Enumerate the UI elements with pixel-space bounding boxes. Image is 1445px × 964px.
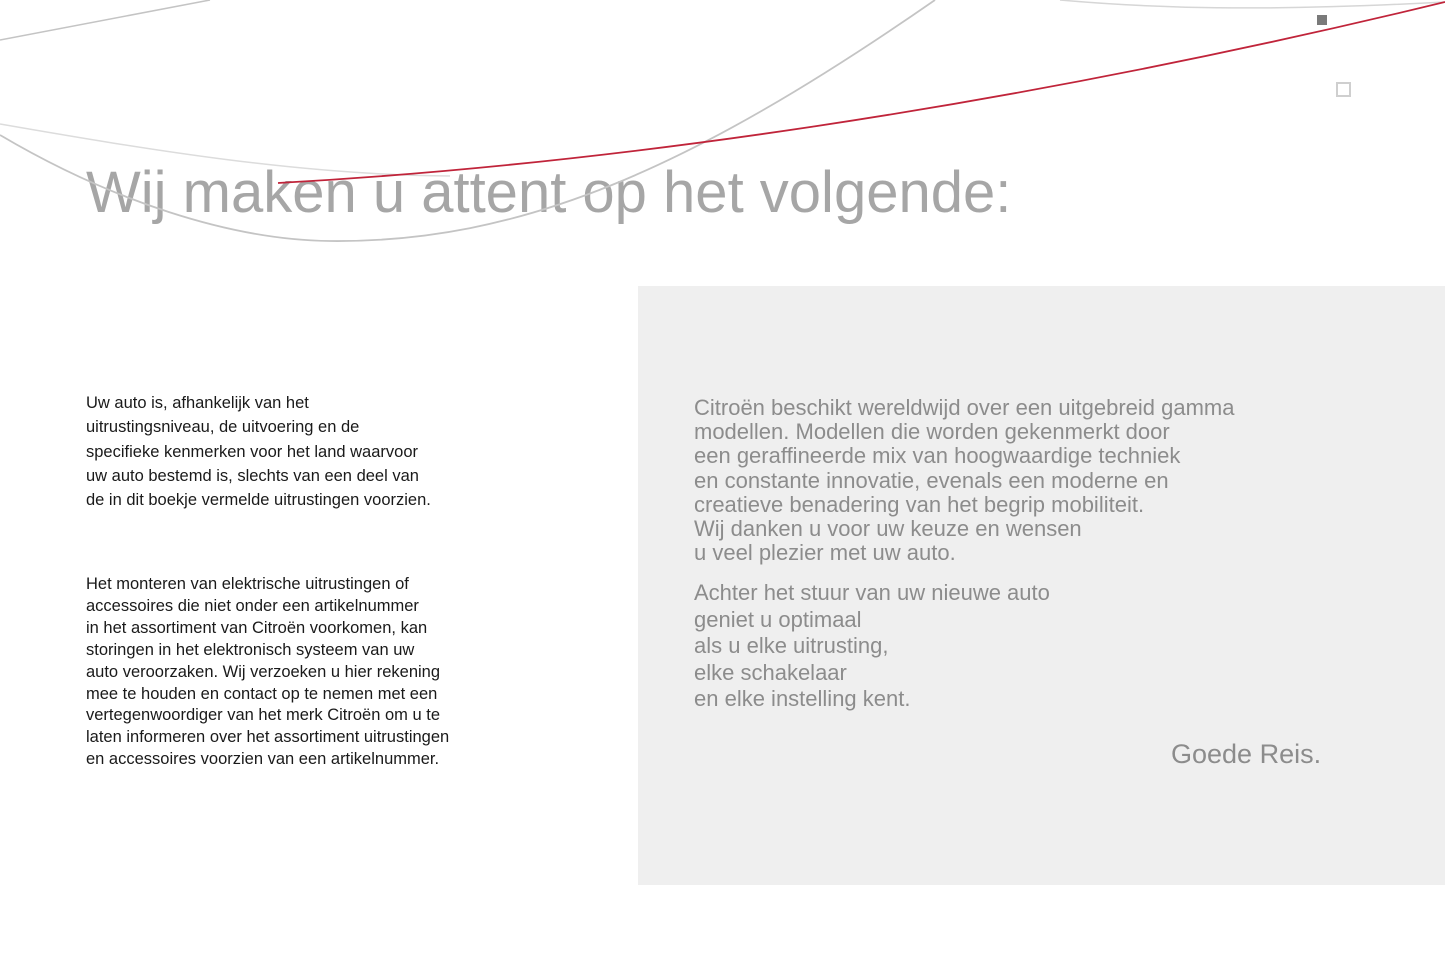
red-accent-line xyxy=(278,2,1445,183)
driving-tip-paragraph: Achter het stuur van uw nieuwe auto geniet u optimaal als u elke uitrusting, elke schakelaar en elke instelling kent. xyxy=(694,580,1050,711)
closing-greeting: Goede Reis. xyxy=(1171,739,1322,769)
equipment-notice-paragraph: Uw auto is, afhankelijk van het uitrustingsniveau, de uitvoering en de specifieke kenmerken voor het land waarvoor uw auto bestemd is, slechts van een deel van de in dit boekje vermelde uitrustingen voorzien. xyxy=(86,394,431,510)
grey-swoosh-top-left xyxy=(0,0,210,40)
grey-swoosh-top-right xyxy=(1060,0,1445,8)
page-marker-filled-square xyxy=(1317,15,1327,25)
accessories-warning-paragraph: Het monteren van elektrische uitrustingen of accessoires die niet onder een artikelnummer in het assortiment van Citroën voorkomen, kan storingen in het elektronisch systeem van uw auto veroorzaken. Wij verzoeken u hier rekening mee te houden en contact op te nemen met een vertegenwoordiger van het merk Citroën om u te laten informeren over het assortiment uitrustingen en accessoires voorzien van een artikelnummer. xyxy=(86,575,450,769)
brand-intro-paragraph: Citroën beschikt wereldwijd over een uitgebreid gamma modellen. Modellen die worden gekenmerkt door een geraffineerde mix van hoogwaardige techniek en constante innovatie, evenals een moderne en creatieve benadering van het begrip mobiliteit. Wij danken u voor uw keuze en wensen u veel plezier met uw auto. xyxy=(694,395,1235,566)
page-title: Wij maken u attent op het volgende: xyxy=(86,160,1012,225)
page-marker-outline-square xyxy=(1336,82,1351,97)
